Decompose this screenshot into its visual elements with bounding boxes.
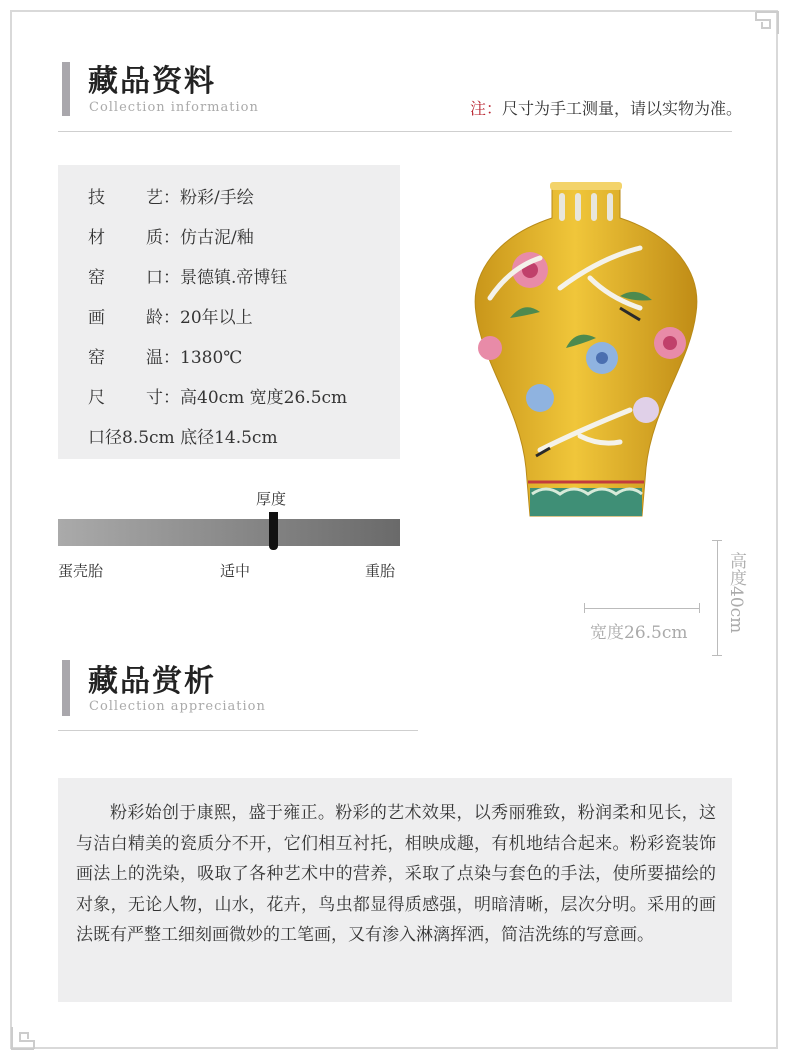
appreciation-text: 粉彩始创于康熙，盛于雍正。粉彩的艺术效果，以秀丽雅致，粉润柔和见长，这与洁白精美的瓷质分不开，它们相互衬托，相映成趣，有机地结合起来。粉彩瓷装饰画法上的洗染，吸取了各种艺术中的营养，采取了点染与套色的手法，使所要描绘的对象，无论人物，山水，花卉，鸟虫都显得质感强，明暗清晰，层次分明。采用的画法既有严整工细刻画微妙的工笔画，又有渗入淋漓挥洒，简洁洗练的写意画。 (76, 803, 716, 945)
thickness-bar (58, 519, 400, 546)
divider (58, 131, 732, 132)
info-row-material: 材 质：仿古泥/釉 (88, 228, 254, 248)
height-dimension-label: 高度40cm (726, 552, 746, 634)
section-bar (62, 62, 70, 116)
section-title: 藏品资料 (88, 64, 216, 99)
thickness-marker (269, 512, 278, 550)
info-row-painter-age: 画 龄：20年以上 (88, 308, 253, 328)
width-dimension-line (584, 608, 700, 609)
thickness-label: 厚度 (256, 490, 287, 508)
vase-image (470, 178, 702, 534)
info-row-kiln-temp: 窑 温：1380℃ (88, 348, 243, 368)
thickness-left-label: 蛋壳胎 (58, 562, 104, 580)
divider (58, 730, 418, 731)
section-title: 藏品赏析 (88, 664, 216, 699)
corner-ornament-icon (10, 1025, 36, 1051)
section-subtitle: Collection information (89, 100, 259, 115)
thickness-middle-label: 适中 (220, 562, 251, 580)
info-panel (58, 165, 400, 459)
note-mark: 注： (469, 99, 502, 118)
appreciation-panel (58, 778, 732, 1002)
note-text: 尺寸为手工测量，请以实物为准。 (501, 99, 742, 118)
info-row-size: 尺 寸：高40cm 宽度26.5cm (88, 388, 348, 408)
info-row-diameters: 口径8.5cm 底径14.5cm (88, 428, 278, 448)
thickness-right-label: 重胎 (365, 562, 396, 580)
section-bar (62, 660, 70, 716)
measurement-note (470, 96, 742, 119)
section-subtitle: Collection appreciation (89, 699, 266, 714)
height-dimension-line (717, 540, 718, 656)
info-row-kiln: 窑 口：景德镇.帝博钰 (88, 268, 288, 288)
info-row-craft: 技 艺：粉彩/手绘 (88, 188, 254, 208)
width-dimension-label: 宽度26.5cm (590, 623, 688, 643)
corner-ornament-icon (754, 10, 780, 36)
